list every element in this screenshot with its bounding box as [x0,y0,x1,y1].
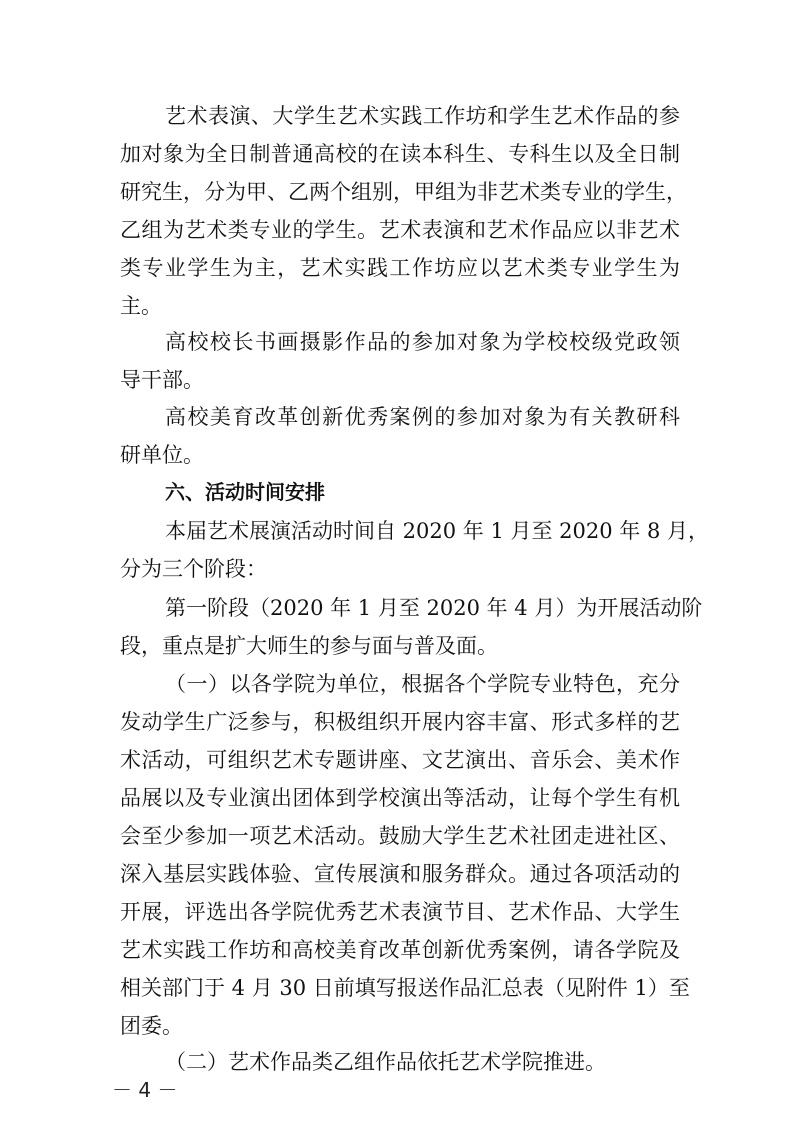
text-line [0,249,793,287]
text-line [0,135,793,173]
text-line-content: 乙组为艺术类专业的学生。艺术表演和艺术作品应以非艺术 [120,218,680,242]
text-line-content: 艺术实践工作坊和高校美育改革创新优秀案例，请各学院及 [120,938,680,962]
text-line-content: 类专业学生为主，艺术实践工作坊应以艺术类专业学生为 [120,256,680,280]
text-line-content: 加对象为全日制普通高校的在读本科生、专科生以及全日制 [120,142,680,166]
text-line-content: 第一阶段（2020 年 1 月至 2020 年 4 月）为开展活动阶 [165,596,703,620]
text-line-content: 本届艺术展演活动时间自 2020 年 1 月至 2020 年 8 月， [165,519,710,543]
text-line [0,323,793,361]
text-line-content: 会至少参加一项艺术活动。鼓励大学生艺术社团走进社区、 [120,824,680,848]
text-line [0,817,793,855]
text-line-content: 段，重点是扩大师生的参与面与普及面。 [120,634,498,658]
text-line-content: （一）以各学院为单位，根据各个学院专业特色，充分 [165,672,680,696]
text-line-content: 高校校长书画摄影作品的参加对象为学校校级党政领 [165,330,680,354]
text-line [0,703,793,741]
page-number: － 4 － [112,1078,178,1102]
text-line [0,287,793,325]
text-line-content: 开展，评选出各学院优秀艺术表演节目、艺术作品、大学生 [120,900,680,924]
text-line-content: 高校美育改革创新优秀案例的参加对象为有关教研科 [165,405,680,429]
section-heading-text: 六、活动时间安排 [165,480,325,504]
text-line [0,436,793,474]
text-line-content: 研单位。 [120,443,204,467]
text-line-content: 导干部。 [120,368,204,392]
text-line [0,1007,793,1045]
text-line [0,855,793,893]
text-line-content: 品展以及专业演出团体到学校演出等活动，让每个学生有机 [120,786,680,810]
text-line [0,512,793,550]
text-line [0,398,793,436]
text-line [0,211,793,249]
text-line [0,893,793,931]
text-line-content: 分为三个阶段： [120,557,267,581]
text-line-content: （二）艺术作品类乙组作品依托艺术学院推进。 [165,1050,606,1074]
text-line [0,627,793,665]
text-line [0,550,793,588]
text-line-content: 研究生，分为甲、乙两个组别，甲组为非艺术类专业的学生， [120,180,687,204]
text-line [0,969,793,1007]
text-line-content: 发动学生广泛参与，积极组织开展内容丰富、形式多样的艺 [120,710,680,734]
text-line-content: 艺术表演、大学生艺术实践工作坊和学生艺术作品的参 [165,104,680,128]
text-line [0,589,793,627]
text-line [0,779,793,817]
text-line [0,665,793,703]
text-line-content: 深入基层实践体验、宣传展演和服务群众。通过各项活动的 [120,862,680,886]
text-line [0,361,793,399]
text-line [0,97,793,135]
text-line-content: 相关部门于 4 月 30 日前填写报送作品汇总表（见附件 1）至 [120,976,690,1000]
text-line-content: 团委。 [120,1014,183,1038]
section-heading [0,473,793,511]
text-line [0,741,793,779]
text-line [0,173,793,211]
text-line-content: 主。 [120,294,162,318]
text-line-content: 术活动，可组织艺术专题讲座、文艺演出、音乐会、美术作 [120,748,680,772]
text-line [0,931,793,969]
